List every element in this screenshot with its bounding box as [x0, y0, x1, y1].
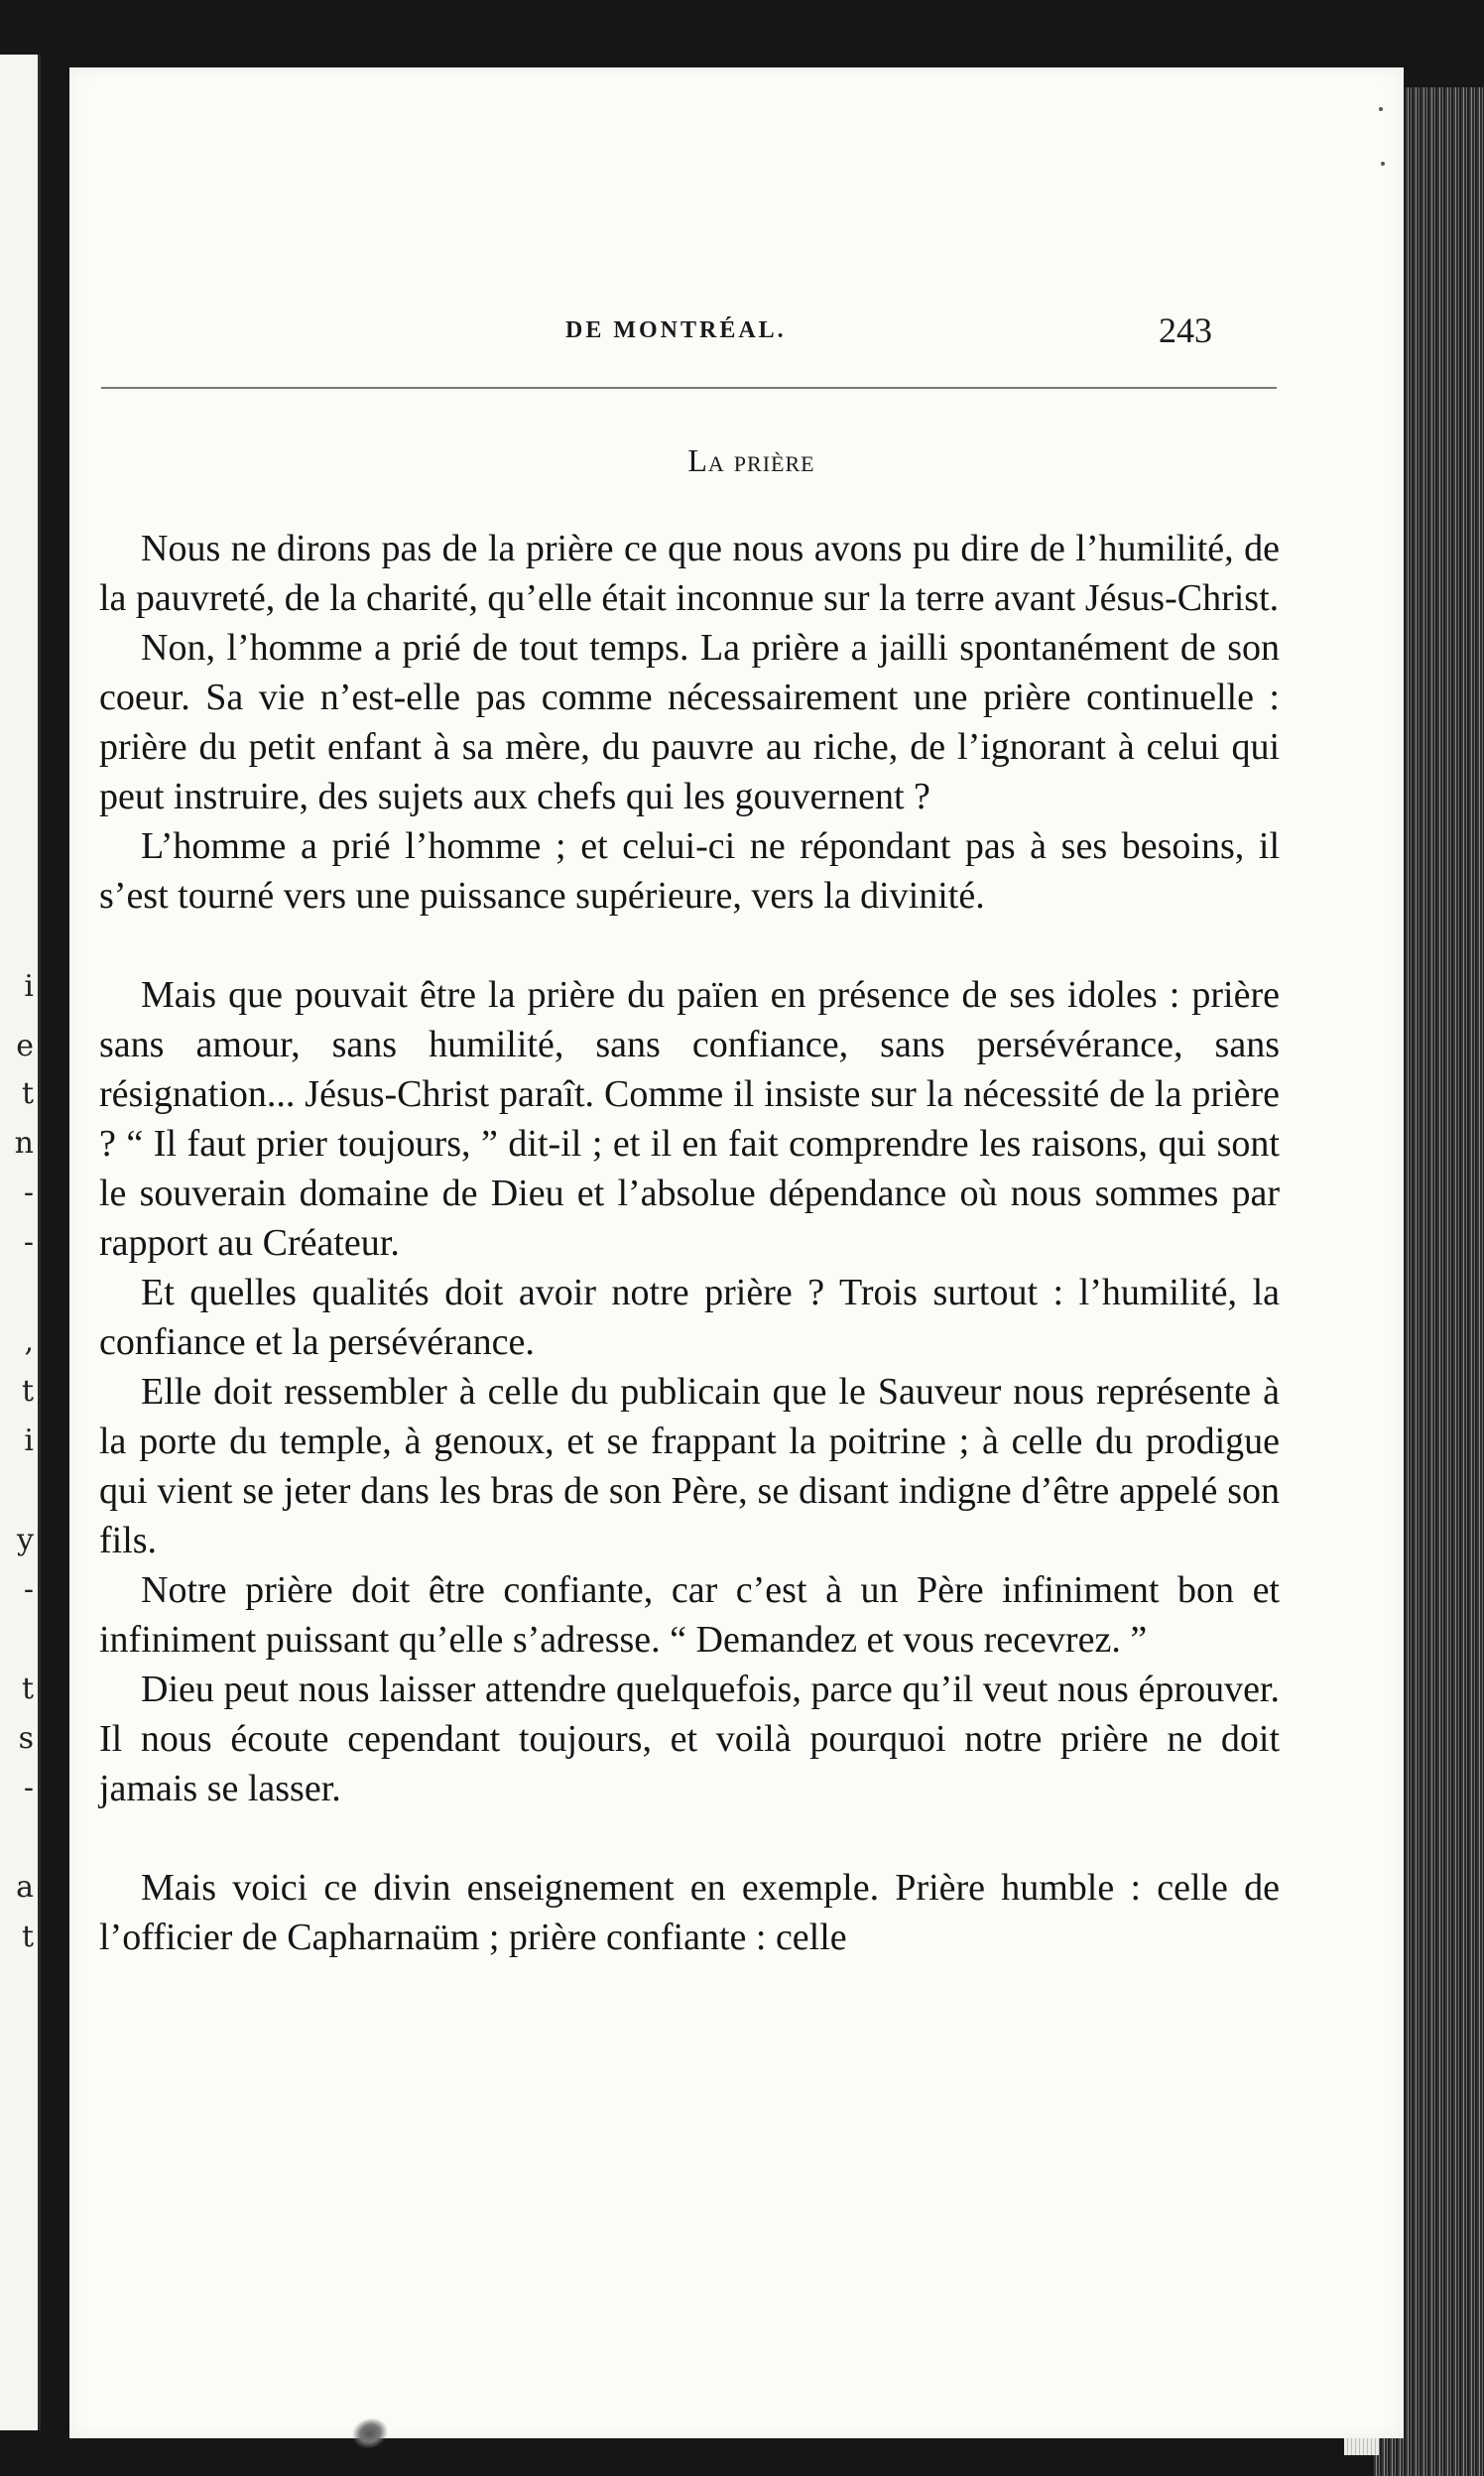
paragraph: Nous ne dirons pas de la prière ce que nous avons pu dire de l’humilité, de la pauvreté, de la charité, qu’elle était inconnue sur la terre avant Jésus-Christ.	[99, 528, 1280, 619]
section-title: La prière	[687, 442, 815, 478]
margin-fragment: t	[21, 1671, 34, 1706]
margin-fragment: y	[17, 1523, 34, 1557]
ink-smudge	[348, 2414, 392, 2454]
paragraph: Notre prière doit être confiante, car c’est à un Père infiniment bon et infiniment puissant qu’elle s’adresse. “ Demandez et vous recevrez. ”	[99, 1569, 1280, 1661]
paragraph: Elle doit ressembler à celle du publicain que le Sauveur nous représente à la porte du temple, à genoux, et se frappant la poitrine ; à celle du prodigue qui vient se jeter dans les bras de son Père, se disant indigne d’être appelé son fils.	[99, 1371, 1280, 1561]
page-number: 243	[1159, 310, 1212, 350]
dust-speck	[1379, 107, 1383, 111]
margin-fragment: i	[24, 969, 34, 1004]
margin-fragment: a	[16, 1870, 34, 1905]
paragraph: Non, l’homme a prié de tout temps. La prière a jailli spontanément de son coeur. Sa vie n’est-elle pas comme nécessairement une prière continuelle : prière du petit enfant à sa mère, du pauvre au riche, de l’ignorant à celui qui peut instruire, des sujets aux chefs qui les gouvernent ?	[99, 627, 1280, 817]
margin-fragment: -	[23, 1176, 34, 1210]
book-page	[69, 67, 1404, 2438]
margin-fragment: -	[23, 1225, 34, 1260]
left-facing-page-edge	[0, 55, 41, 2430]
paragraph: Dieu peut nous laisser attendre quelquefois, parce qu’il veut nous éprouver. Il nous écoute cependant toujours, et voilà pourquoi notre prière ne doit jamais se lasser.	[99, 1669, 1280, 1809]
paragraph: Mais que pouvait être la prière du païen en présence de ses idoles : prière sans amour, sans humilité, sans confiance, sans persévérance, sans résignation... Jésus-Christ paraît. Comme il insiste sur la nécessité de la prière ? “ Il faut prier toujours, ” dit-il ; et il en fait comprendre les raisons, qui sont le souverain domaine de Dieu et l’absolue dépendance où nous sommes par rapport au Créateur.	[99, 974, 1280, 1264]
running-title: DE MONTRÉAL.	[565, 317, 787, 343]
running-head	[69, 310, 1404, 353]
body-text	[99, 524, 1280, 1962]
margin-fragment: -	[23, 1771, 34, 1805]
paragraph: Et quelles qualités doit avoir notre prière ? Trois surtout : l’humilité, la confiance et la persévérance.	[99, 1272, 1280, 1363]
left-page-cut-off-text	[0, 55, 38, 2430]
dust-speck	[1381, 162, 1385, 166]
margin-fragment: e	[16, 1029, 34, 1063]
paragraph: Mais voici ce divin enseignement en exemple. Prière humble : celle de l’officier de Capharnaüm ; prière confiante : celle	[99, 1867, 1280, 1958]
header-rule	[101, 387, 1277, 389]
margin-fragment: -	[23, 1572, 34, 1607]
margin-fragment: t	[21, 1076, 34, 1111]
margin-fragment: t	[21, 1919, 34, 1954]
margin-fragment: n	[14, 1126, 34, 1161]
margin-fragment: s	[18, 1721, 34, 1756]
margin-fragment: ,	[24, 1324, 34, 1359]
paragraph: L’homme a prié l’homme ; et celui-ci ne répondant pas à ses besoins, il s’est tourné vers une puissance supérieure, vers la divinité.	[99, 825, 1280, 917]
margin-fragment: t	[21, 1374, 34, 1409]
margin-fragment: i	[24, 1424, 34, 1458]
